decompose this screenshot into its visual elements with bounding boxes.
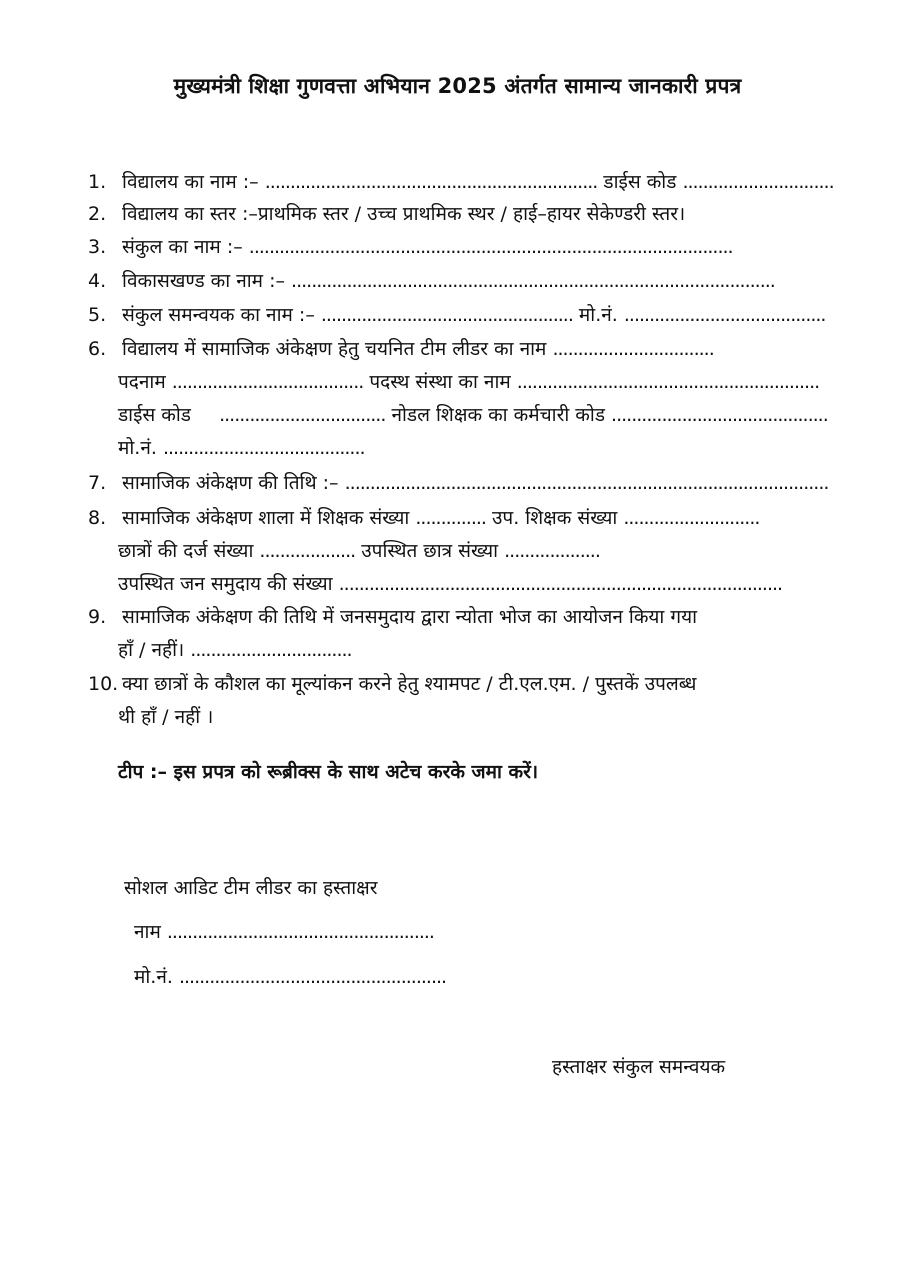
- item-number: 9.: [88, 606, 107, 628]
- school-level-text: विद्यालय का स्तर :–प्राथमिक स्तर / उच्च प्राथमिक स्थर / हाई–हायर सेकेण्डरी स्तर।: [122, 203, 686, 225]
- posted-institution-label: पदस्थ संस्था का नाम: [369, 371, 511, 393]
- nodal-teacher-code-label: नोडल शिक्षक का कर्मचारी कोड: [391, 404, 605, 426]
- page-title: मुख्यमंत्री शिक्षा गुणवत्ता अभियान 2025 अंतर्गत सामान्य जानकारी प्रपत्र: [173, 74, 742, 98]
- enrolled-students-label: छात्रों की दर्ज संख्या: [118, 540, 254, 562]
- community-meal-field[interactable]: ................................: [190, 639, 352, 661]
- item-1: [88, 168, 868, 196]
- item-7: [88, 469, 868, 497]
- signature-mobile-field[interactable]: .....................................................: [178, 966, 447, 988]
- item-number: 4.: [88, 270, 107, 292]
- designation-field[interactable]: ......................................: [171, 371, 364, 393]
- item-9: [88, 603, 868, 631]
- item-2: [88, 200, 868, 228]
- leader-dise-code-label: डाईस कोड: [118, 404, 191, 426]
- nodal-teacher-code-field[interactable]: ...........................................: [611, 404, 828, 426]
- cluster-name-label: संकुल का नाम :–: [122, 236, 243, 258]
- skill-assessment-question: क्या छात्रों के कौशल का मूल्यांकन करने हेतु श्यामपट / टी.एल.एम. / पुस्तकें उपलब्ध: [122, 673, 697, 695]
- item-4: [88, 267, 868, 295]
- item-number: 3.: [88, 236, 107, 258]
- signature-mobile-row: [134, 963, 446, 989]
- present-teacher-count-label: उप. शिक्षक संख्या: [492, 507, 618, 529]
- item-9-line-2: [118, 636, 868, 664]
- leader-dise-code-field[interactable]: .................................: [219, 404, 386, 426]
- audit-date-field[interactable]: ................................................................................................: [344, 472, 829, 494]
- item-number: 8.: [88, 507, 107, 529]
- item-number: 2.: [88, 203, 107, 225]
- coordinator-mobile-field[interactable]: ........................................: [623, 304, 826, 326]
- item-6-line-2: [118, 368, 868, 396]
- skill-assessment-options: थी हाँ / नहीं ।: [118, 706, 214, 728]
- leader-mobile-label: मो.नं.: [118, 437, 157, 459]
- teacher-count-label: सामाजिक अंकेक्षण शाला में शिक्षक संख्या: [122, 507, 410, 529]
- item-10-line-2: [118, 703, 868, 731]
- item-5: [88, 301, 868, 329]
- enrolled-students-field[interactable]: ...................: [259, 540, 356, 562]
- item-number: 1.: [88, 171, 107, 193]
- item-6-line-4: [118, 434, 868, 462]
- item-number: 10.: [88, 673, 119, 695]
- designation-label: पदनाम: [118, 371, 166, 393]
- signature-mobile-label: मो.नं.: [134, 966, 173, 988]
- audit-date-label: सामाजिक अंकेक्षण की तिथि :–: [122, 472, 339, 494]
- teacher-count-field[interactable]: ..............: [415, 507, 486, 529]
- coordinator-signature: हस्ताक्षर संकुल समन्वयक: [552, 1056, 726, 1078]
- item-8-line-2: [118, 537, 868, 565]
- item-number: 5.: [88, 304, 107, 326]
- item-8-line-3: [118, 570, 868, 598]
- community-meal-options: हाँ / नहीं।: [118, 639, 185, 661]
- team-leader-name-label: विद्यालय में सामाजिक अंकेक्षण हेतु चयनित टीम लीडर का नाम: [122, 338, 547, 360]
- block-name-label: विकासखण्ड का नाम :–: [122, 270, 285, 292]
- community-count-label: उपस्थित जन समुदाय की संख्या: [118, 573, 333, 595]
- team-leader-name-field[interactable]: ................................: [552, 338, 714, 360]
- coordinator-mobile-label: मो.नं.: [578, 304, 618, 326]
- item-6-line-3: [118, 401, 868, 429]
- community-count-field[interactable]: ........................................................................................: [338, 573, 783, 595]
- coordinator-name-field[interactable]: ..................................................: [320, 304, 573, 326]
- community-meal-question: सामाजिक अंकेक्षण की तिथि में जनसमुदाय द्वारा न्योता भोज का आयोजन किया गया: [122, 606, 698, 628]
- dise-code-label: डाईस कोड: [603, 171, 677, 193]
- signature-name-field[interactable]: .....................................................: [166, 921, 434, 943]
- item-number: 6.: [88, 338, 107, 360]
- present-students-field[interactable]: ...................: [504, 540, 600, 562]
- block-name-field[interactable]: ................................................................................................: [291, 270, 775, 292]
- coordinator-name-label: संकुल समन्वयक का नाम :–: [122, 304, 315, 326]
- signature-name-row: [134, 918, 434, 944]
- item-8: [88, 504, 868, 532]
- present-teacher-count-field[interactable]: ...........................: [623, 507, 760, 529]
- dise-code-field[interactable]: ..............................: [682, 171, 834, 193]
- tip-note: टीप :– इस प्रपत्र को रूब्रीक्स के साथ अटेच करके जमा करें।: [118, 761, 539, 783]
- signature-name-label: नाम: [134, 921, 161, 943]
- school-name-field[interactable]: ..................................................................: [264, 171, 598, 193]
- team-leader-signature-heading: सोशल आडिट टीम लीडर का हस्ताक्षर: [124, 877, 378, 899]
- item-number: 7.: [88, 472, 107, 494]
- present-students-label: उपस्थित छात्र संख्या: [361, 540, 499, 562]
- cluster-name-field[interactable]: ................................................................................................: [248, 236, 733, 258]
- item-3: [88, 233, 868, 261]
- leader-mobile-field[interactable]: ........................................: [162, 437, 365, 459]
- school-name-label: विद्यालय का नाम :–: [122, 171, 259, 193]
- posted-institution-field[interactable]: ............................................................: [516, 371, 820, 393]
- item-10: [88, 670, 868, 698]
- item-6: [88, 335, 868, 363]
